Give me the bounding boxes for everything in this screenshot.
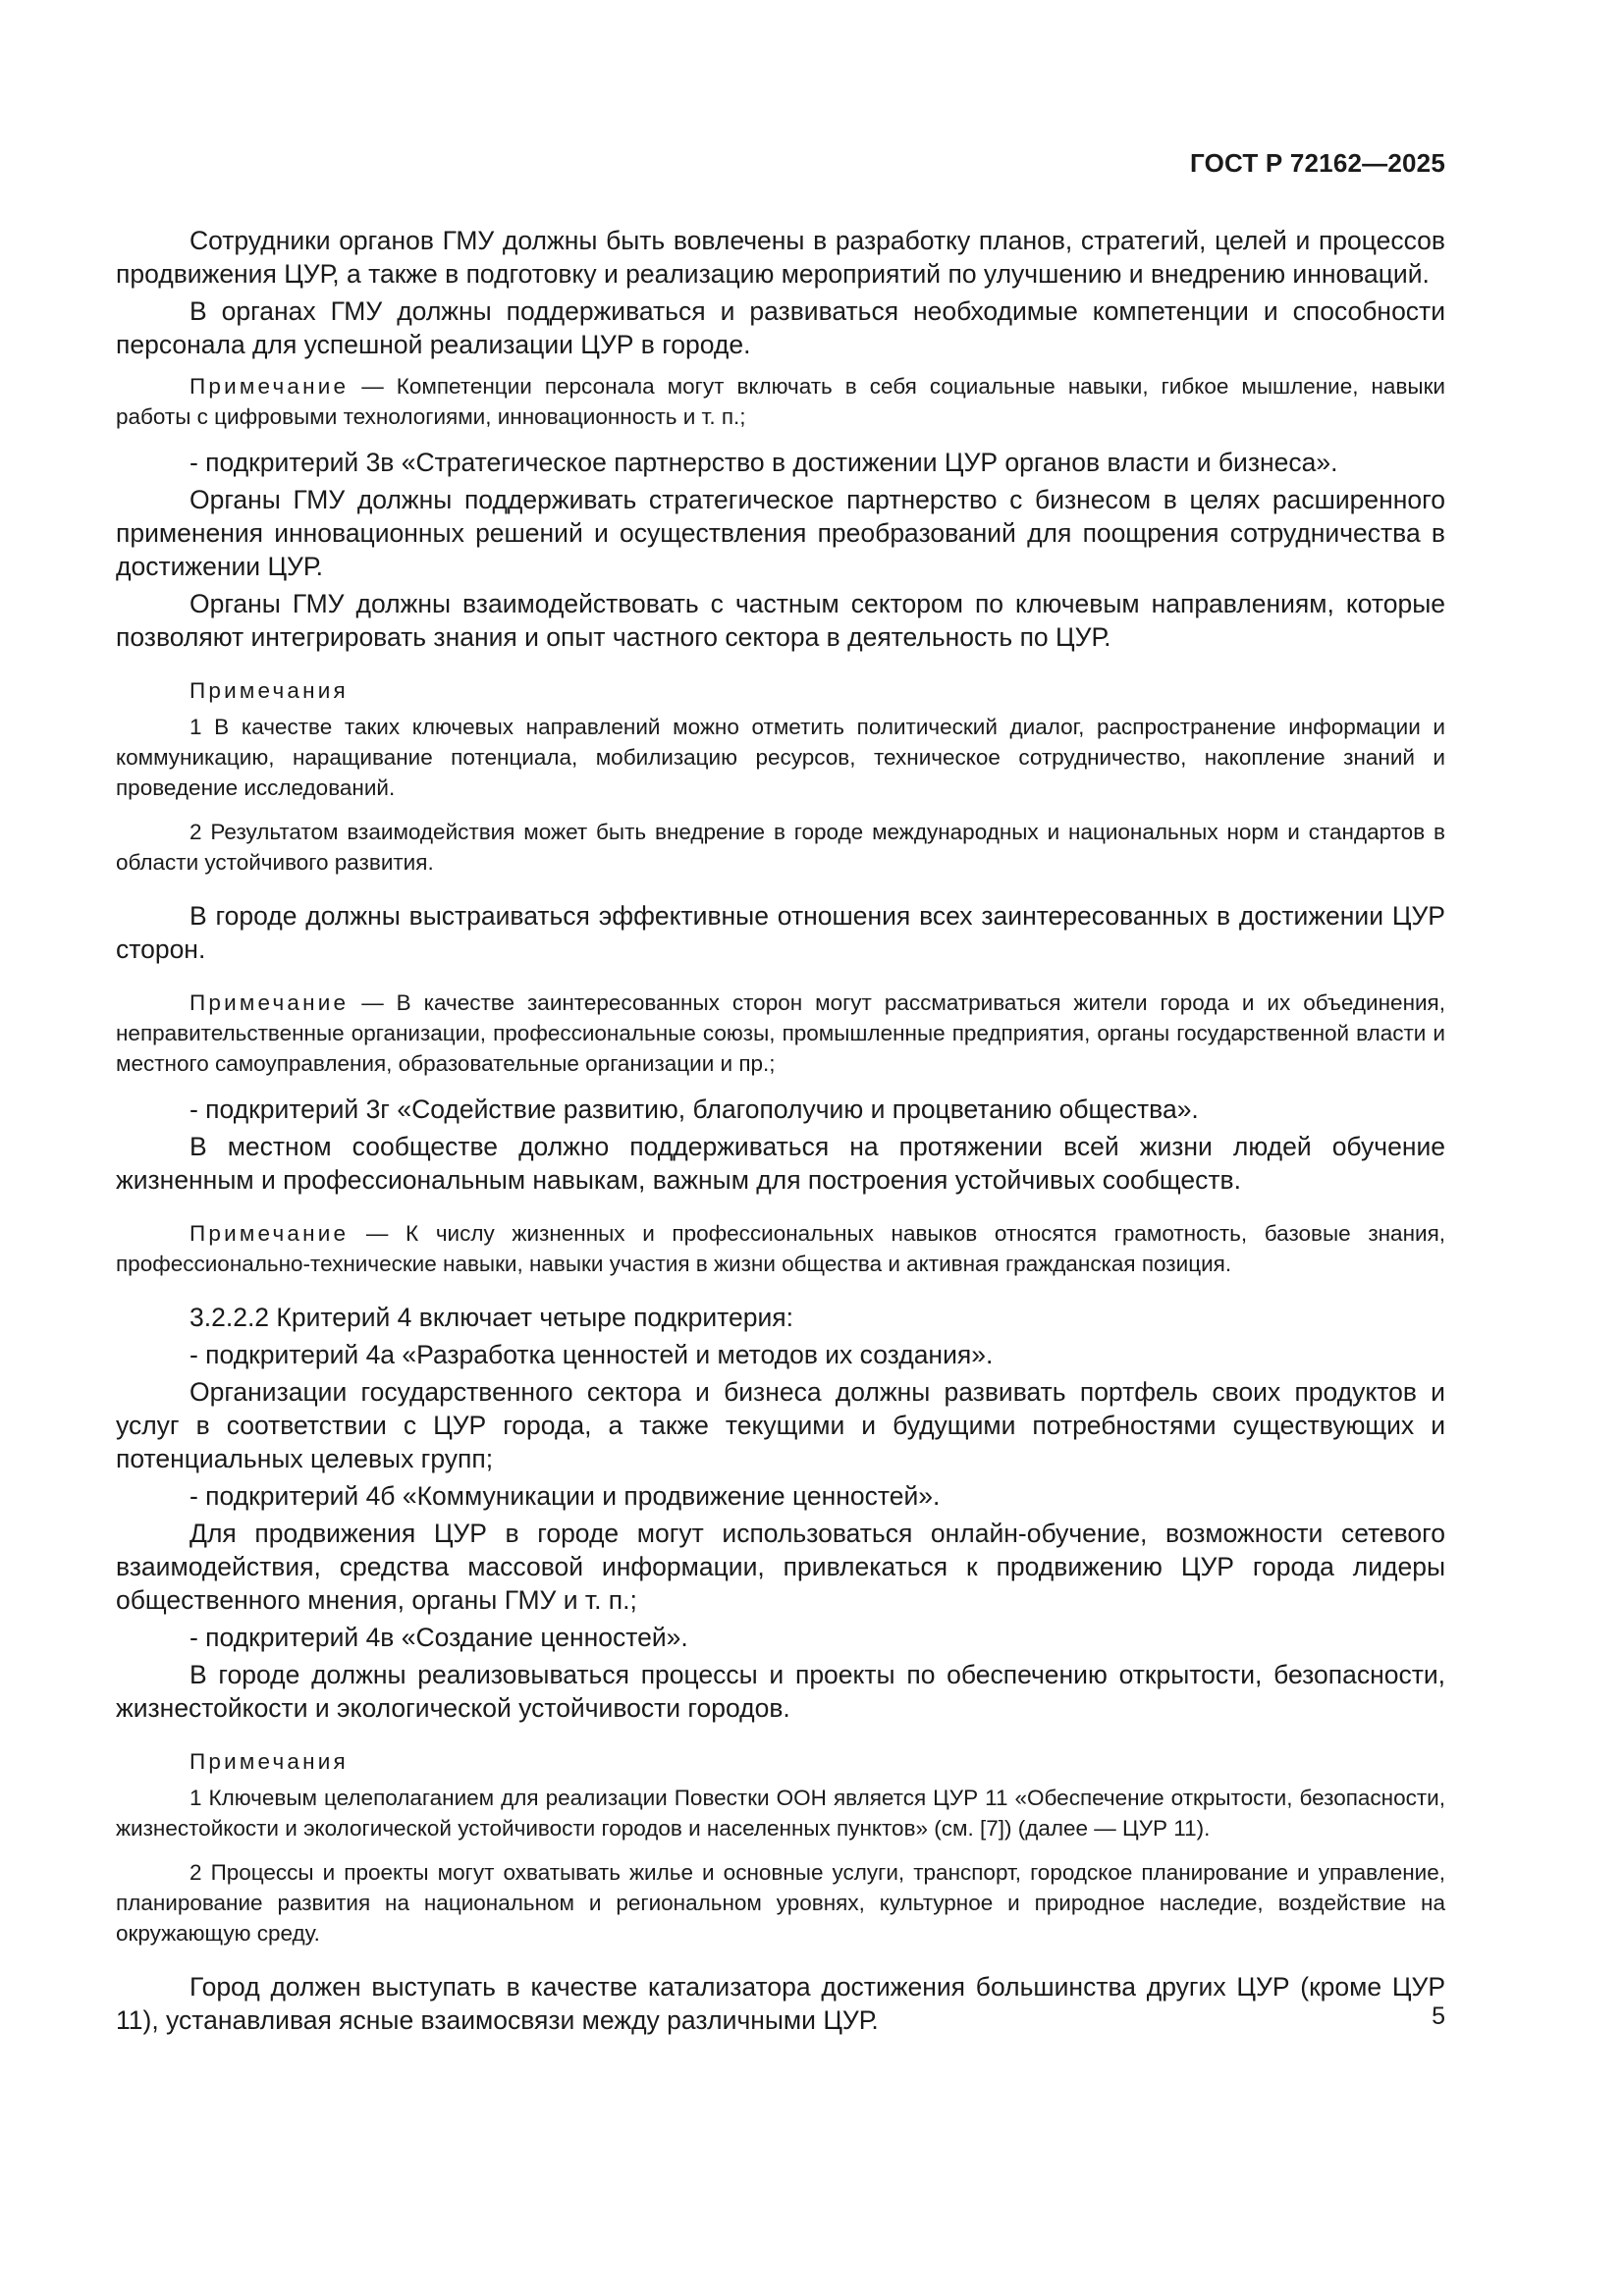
subcriterion-item: - подкритерий 3г «Содействие развитию, благополучию и процветанию общества». [189,1095,1199,1124]
note-label: Примечание [189,374,350,399]
paragraph: Организации государственного сектора и бизнеса должны развивать портфель своих продуктов и услуг в соответствии с ЦУР города, а также текущими и будущими потребностями существующих и потенциальных целевых групп; [116,1377,1445,1473]
note-item: 2 Результатом взаимодействия может быть внедрение в городе международных и национальных норм и стандартов в области устойчивого развития. [116,820,1445,875]
paragraph: Органы ГМУ должны поддерживать стратегическое партнерство с бизнесом в целях расширенного применения инновационных решений и осуществления преобразований для поощрения сотрудничества в достижении ЦУР. [116,485,1445,581]
notes-heading: Примечания [189,1749,349,1774]
paragraph: Для продвижения ЦУР в городе могут использоваться онлайн-обучение, возможности сетевого взаимодействия, средства массовой информации, привлекаться к продвижению ЦУР города лидеры общественного мнения, органы ГМУ и т. п.; [116,1519,1445,1615]
note [116,988,1445,1079]
page-number: 5 [1432,2002,1445,2030]
notes-heading: Примечания [189,678,349,703]
paragraph: Сотрудники органов ГМУ должны быть вовлечены в разработку планов, стратегий, целей и процессов продвижения ЦУР, а также в подготовку и реализацию мероприятий по улучшению и внедрению инноваций. [116,226,1445,289]
paragraph: В органах ГМУ должны поддерживаться и развиваться необходимые компетенции и способности персонала для успешной реализации ЦУР в городе. [116,296,1445,359]
subcriterion-item: - подкритерий 4а «Разработка ценностей и методов их создания». [189,1340,994,1369]
note-text: — К числу жизненных и профессиональных навыков относятся грамотность, базовые знания, профессионально-технические навыки, навыки участия в жизни общества и активная гражданская позиция. [116,1221,1445,1276]
note-text: — Компетенции персонала могут включать в себя социальные навыки, гибкое мышление, навыки работы с цифровыми технологиями, инновационность и т. п.; [116,374,1445,429]
note-item: 1 Ключевым целеполаганием для реализации Повестки ООН является ЦУР 11 «Обеспечение открытости, безопасности, жизнестойкости и экологической устойчивости городов и населенных пунктов» (см. [7]) (далее — ЦУР 11). [116,1786,1445,1841]
document-body [116,224,1445,2047]
subcriterion-item: - подкритерий 4в «Создание ценностей». [189,1623,688,1652]
note [116,371,1445,432]
subcriterion-item: - подкритерий 4б «Коммуникации и продвижение ценностей». [189,1481,941,1511]
paragraph: Город должен выступать в качестве катализатора достижения большинства других ЦУР (кроме ЦУР 11), устанавливая ясные взаимосвязи между различными ЦУР. [116,1972,1445,2035]
paragraph: Органы ГМУ должны взаимодействовать с частным сектором по ключевым направлениям, которые позволяют интегрировать знания и опыт частного сектора в деятельность по ЦУР. [116,589,1445,652]
clause-heading: 3.2.2.2 Критерий 4 включает четыре подкритерия: [189,1303,794,1332]
note-text: — В качестве заинтересованных сторон могут рассматриваться жители города и их объединения, неправительственные организации, профессиональные союзы, промышленные предприятия, органы государственной власти и местного самоуправления, образовательные организации и пр.; [116,990,1445,1076]
note-item: 2 Процессы и проекты могут охватывать жилье и основные услуги, транспорт, городское планирование и управление, планирование развития на национальном и региональном уровнях, культурное и природное наследие, воздействие на окружающую среду. [116,1860,1445,1946]
subcriterion-item: - подкритерий 3в «Стратегическое партнерство в достижении ЦУР органов власти и бизнеса». [189,448,1338,477]
paragraph: В местном сообществе должно поддерживаться на протяжении всей жизни людей обучение жизненным и профессиональным навыкам, важным для построения устойчивых сообществ. [116,1132,1445,1195]
note [116,1218,1445,1279]
paragraph: В городе должны реализовываться процессы и проекты по обеспечению открытости, безопасности, жизнестойкости и экологической устойчивости городов. [116,1660,1445,1723]
note-item: 1 В качестве таких ключевых направлений можно отметить политический диалог, распространение информации и коммуникацию, наращивание потенциала, мобилизацию ресурсов, техническое сотрудничество, накопление знаний и проведение исследований. [116,715,1445,800]
note-label: Примечание [189,990,350,1015]
document-header-id: ГОСТ Р 72162—2025 [1190,148,1445,178]
paragraph: В городе должны выстраиваться эффективные отношения всех заинтересованных в достижении ЦУР сторон. [116,901,1445,964]
note-label: Примечание [189,1221,350,1246]
